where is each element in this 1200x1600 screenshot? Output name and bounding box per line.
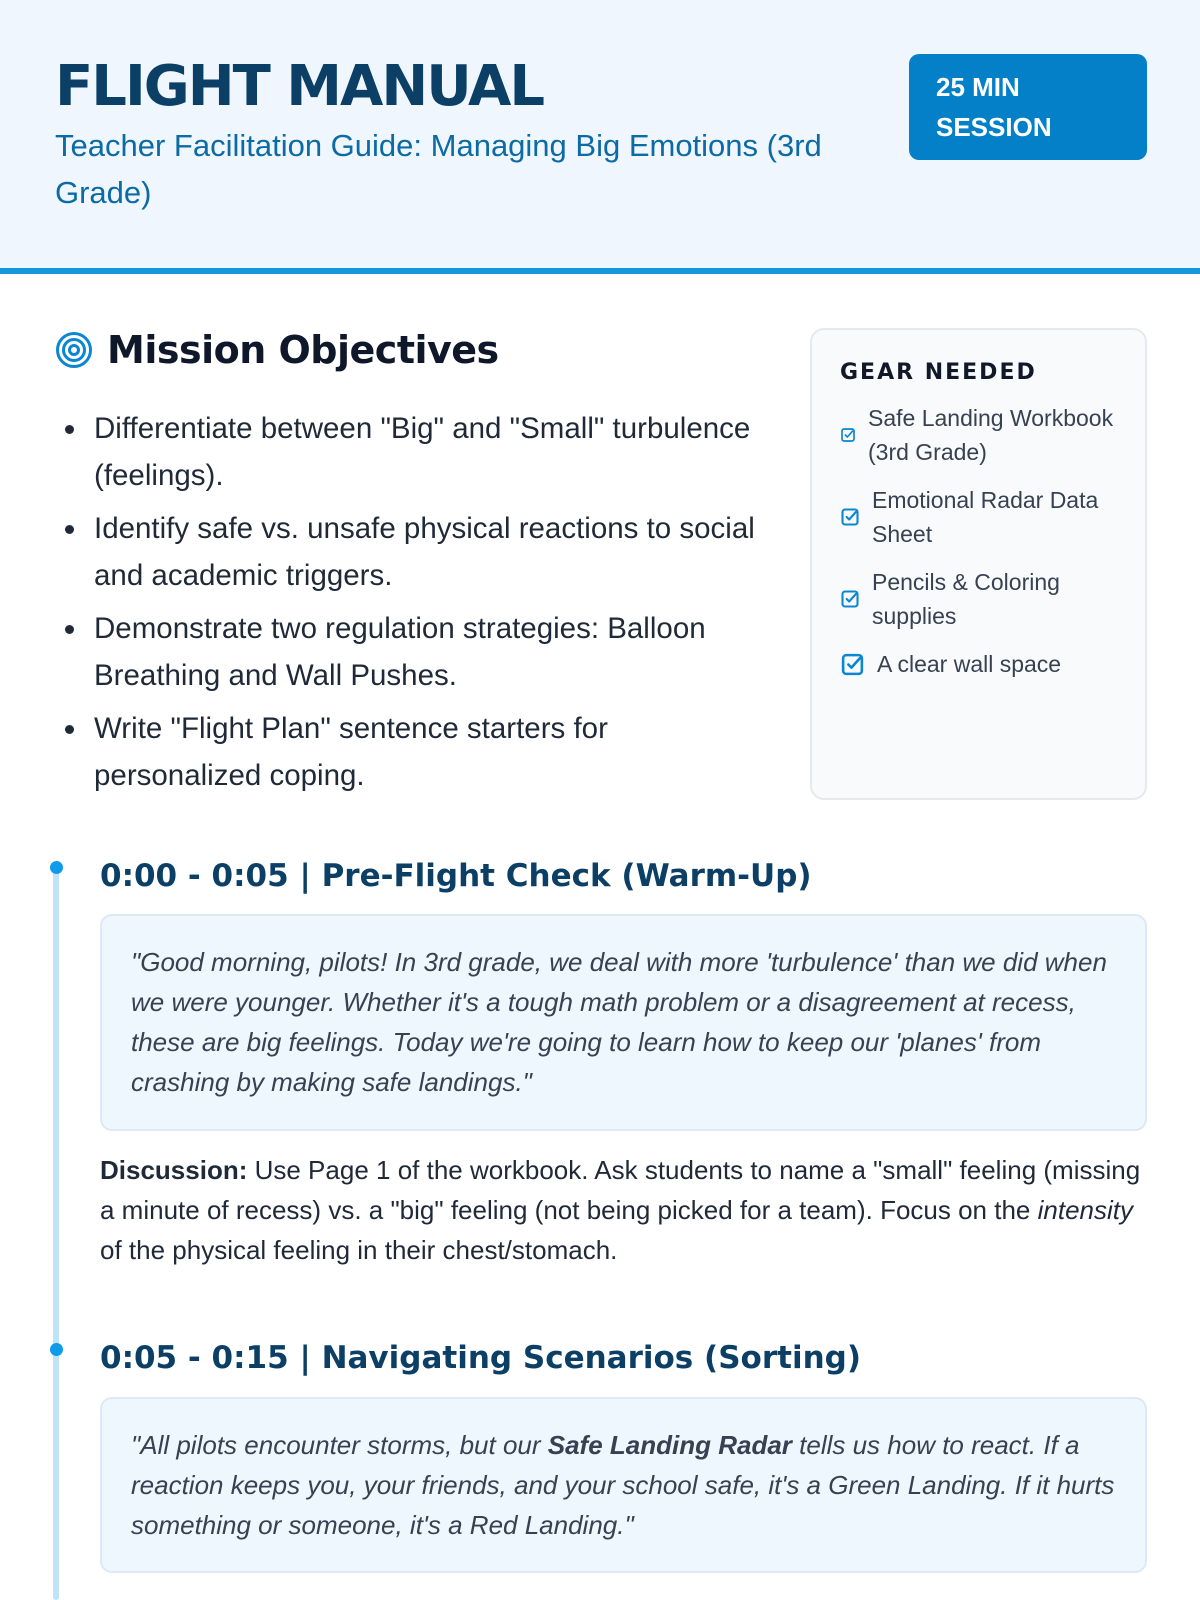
- objective-item: Identify safe vs. unsafe physical reactions to social and academic triggers.: [55, 505, 775, 599]
- objective-item: Demonstrate two regulation strategies: Balloon Breathing and Wall Pushes.: [55, 605, 775, 699]
- discussion-label: Discussion:: [100, 1155, 248, 1185]
- checkbox-icon: [840, 427, 856, 443]
- gear-item-label: Safe Landing Workbook (3rd Grade): [868, 405, 1114, 465]
- gear-item: [840, 483, 1125, 551]
- badge-line-1: 25 MIN: [936, 72, 1020, 102]
- objectives-heading: [55, 328, 499, 372]
- script-quote-box: "Good morning, pilots! In 3rd grade, we deal with more 'turbulence' than we did when we were younger. Whether it's a tough math problem or a disagreement at recess, these are big feelings. Today we're going to learn how to keep our 'planes' from crashing by making safe landings.": [100, 914, 1147, 1131]
- discussion-text: Use Page 1 of the workbook. Ask students to name a "small" feeling (missing a minute of recess) vs. a "big" feeling (not being picked for a team). Focus on the: [100, 1155, 1141, 1225]
- target-icon: [55, 331, 93, 369]
- page-subtitle: Teacher Facilitation Guide: Managing Big Emotions (3rd Grade): [55, 128, 822, 210]
- checkbox-icon: [840, 652, 865, 677]
- gear-item-label: A clear wall space: [877, 651, 1062, 677]
- gear-needed-card: [810, 328, 1147, 800]
- gear-item: [840, 647, 1125, 681]
- badge-line-2: SESSION: [936, 112, 1052, 142]
- script-quote-box: [100, 1397, 1147, 1573]
- gear-item-label: Emotional Radar Data Sheet: [872, 487, 1099, 547]
- session-duration-badge: [909, 54, 1147, 160]
- gear-item: [840, 401, 1125, 469]
- quote-text: "All pilots encounter storms, but our: [131, 1430, 548, 1460]
- timeline-dot: [50, 1343, 63, 1356]
- discussion-text-end: of the physical feeling in their chest/stomach.: [100, 1235, 618, 1265]
- section-title-scenarios: 0:05 - 0:15 | Navigating Scenarios (Sorting): [100, 1340, 861, 1376]
- objective-item: Differentiate between "Big" and "Small" turbulence (feelings).: [55, 405, 775, 499]
- checkbox-icon: [840, 589, 860, 609]
- page-title: FLIGHT MANUAL: [55, 54, 544, 119]
- discussion-emphasis: intensity: [1037, 1195, 1133, 1225]
- quote-bold-term: Safe Landing Radar: [547, 1430, 792, 1460]
- gear-needed-title: GEAR NEEDED: [840, 360, 1037, 385]
- objectives-heading-text: Mission Objectives: [107, 328, 499, 372]
- checkbox-icon: [840, 507, 860, 527]
- header-banner: [0, 0, 1200, 274]
- timeline-line: [53, 862, 59, 1600]
- section-title-warm-up: 0:00 - 0:05 | Pre-Flight Check (Warm-Up): [100, 858, 812, 894]
- timeline-dot: [50, 861, 63, 874]
- discussion-note: [100, 1150, 1150, 1270]
- quote-text-end: tells us how to react. If a reaction keeps you, your friends, and your school safe, it's a Green Landing. If it hurts something or someone, it's a Red Landing.": [131, 1430, 1115, 1540]
- objectives-list: [55, 405, 775, 805]
- gear-item: [840, 565, 1125, 633]
- objective-item: Write "Flight Plan" sentence starters for personalized coping.: [55, 705, 775, 799]
- gear-item-label: Pencils & Coloring supplies: [872, 569, 1060, 629]
